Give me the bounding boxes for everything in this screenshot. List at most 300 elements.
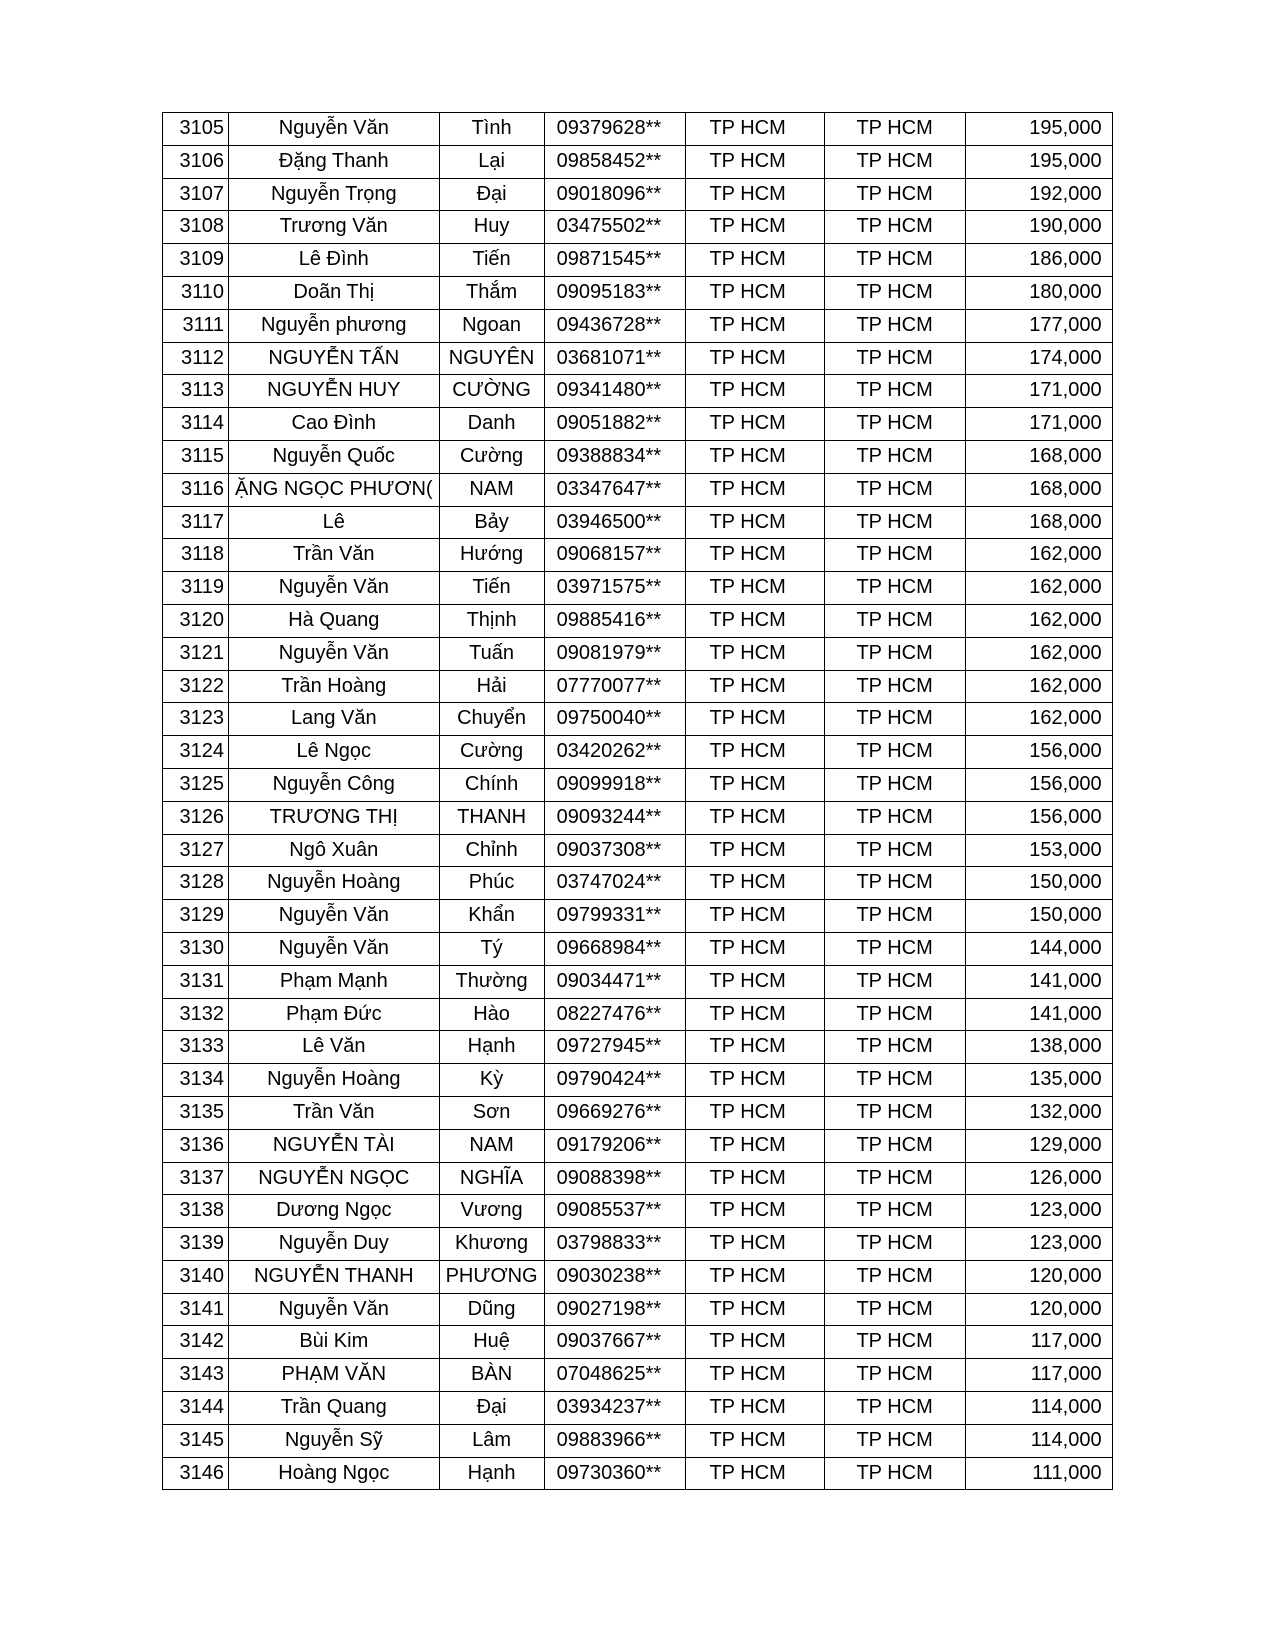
city-cell: TP HCM [685,113,824,146]
amount-cell: 132,000 [965,1096,1112,1129]
city-cell: TP HCM [685,768,824,801]
phone-cell: 09727945** [544,1031,685,1064]
row-number: 3107 [163,178,229,211]
table-row [163,867,1113,900]
table-row [163,965,1113,998]
province-cell: TP HCM [824,834,965,867]
row-number: 3143 [163,1359,229,1392]
table-row [163,473,1113,506]
phone-cell: 09085537** [544,1195,685,1228]
surname-cell: Hoàng Ngọc [229,1457,440,1490]
surname-cell: Lê [229,506,440,539]
city-cell: TP HCM [685,1031,824,1064]
amount-cell: 168,000 [965,506,1112,539]
city-cell: TP HCM [685,276,824,309]
given-name-cell: Bảy [439,506,544,539]
province-cell: TP HCM [824,1162,965,1195]
surname-cell: Bùi Kim [229,1326,440,1359]
amount-cell: 114,000 [965,1392,1112,1425]
surname-cell: Nguyễn Hoàng [229,867,440,900]
province-cell: TP HCM [824,900,965,933]
row-number: 3133 [163,1031,229,1064]
city-cell: TP HCM [685,1293,824,1326]
province-cell: TP HCM [824,244,965,277]
phone-cell: 03347647** [544,473,685,506]
surname-cell: ẶNG NGỌC PHƯƠN( [229,473,440,506]
given-name-cell: Chỉnh [439,834,544,867]
given-name-cell: Đại [439,1392,544,1425]
amount-cell: 138,000 [965,1031,1112,1064]
phone-cell: 03971575** [544,572,685,605]
surname-cell: NGUYỄN NGỌC [229,1162,440,1195]
table-row [163,670,1113,703]
row-number: 3137 [163,1162,229,1195]
row-number: 3135 [163,1096,229,1129]
province-cell: TP HCM [824,1392,965,1425]
surname-cell: Nguyễn Văn [229,572,440,605]
row-number: 3126 [163,801,229,834]
given-name-cell: BÀN [439,1359,544,1392]
phone-cell: 09095183** [544,276,685,309]
given-name-cell: Hào [439,998,544,1031]
phone-cell: 09037308** [544,834,685,867]
table-row [163,145,1113,178]
city-cell: TP HCM [685,1424,824,1457]
phone-cell: 08227476** [544,998,685,1031]
given-name-cell: Chính [439,768,544,801]
phone-cell: 03934237** [544,1392,685,1425]
phone-cell: 09093244** [544,801,685,834]
given-name-cell: Tý [439,932,544,965]
table-row [163,736,1113,769]
amount-cell: 153,000 [965,834,1112,867]
phone-cell: 09018096** [544,178,685,211]
city-cell: TP HCM [685,145,824,178]
phone-cell: 09790424** [544,1064,685,1097]
given-name-cell: NAM [439,473,544,506]
row-number: 3131 [163,965,229,998]
amount-cell: 195,000 [965,113,1112,146]
given-name-cell: Hạnh [439,1031,544,1064]
surname-cell: PHẠM VĂN [229,1359,440,1392]
given-name-cell: NGUYÊN [439,342,544,375]
surname-cell: Nguyễn Sỹ [229,1424,440,1457]
row-number: 3106 [163,145,229,178]
amount-cell: 162,000 [965,703,1112,736]
given-name-cell: Chuyển [439,703,544,736]
surname-cell: NGUYỄN TÀI [229,1129,440,1162]
phone-cell: 09885416** [544,604,685,637]
given-name-cell: Cường [439,440,544,473]
surname-cell: Trần Quang [229,1392,440,1425]
given-name-cell: Tiến [439,244,544,277]
city-cell: TP HCM [685,736,824,769]
row-number: 3138 [163,1195,229,1228]
amount-cell: 162,000 [965,604,1112,637]
table-row [163,932,1113,965]
table-row [163,276,1113,309]
phone-cell: 09081979** [544,637,685,670]
phone-cell: 09883966** [544,1424,685,1457]
row-number: 3124 [163,736,229,769]
phone-cell: 07770077** [544,670,685,703]
table-row [163,1031,1113,1064]
given-name-cell: Tình [439,113,544,146]
province-cell: TP HCM [824,703,965,736]
surname-cell: Lê Ngọc [229,736,440,769]
amount-cell: 171,000 [965,375,1112,408]
row-number: 3139 [163,1228,229,1261]
city-cell: TP HCM [685,867,824,900]
province-cell: TP HCM [824,1260,965,1293]
city-cell: TP HCM [685,965,824,998]
table-body [163,113,1113,1490]
row-number: 3119 [163,572,229,605]
province-cell: TP HCM [824,1457,965,1490]
table-row [163,1359,1113,1392]
city-cell: TP HCM [685,309,824,342]
given-name-cell: Huệ [439,1326,544,1359]
amount-cell: 180,000 [965,276,1112,309]
table-row [163,637,1113,670]
surname-cell: Doãn Thị [229,276,440,309]
amount-cell: 117,000 [965,1326,1112,1359]
given-name-cell: Khẩn [439,900,544,933]
phone-cell: 03946500** [544,506,685,539]
province-cell: TP HCM [824,440,965,473]
amount-cell: 190,000 [965,211,1112,244]
row-number: 3113 [163,375,229,408]
row-number: 3136 [163,1129,229,1162]
surname-cell: Nguyễn Văn [229,900,440,933]
surname-cell: NGUYỄN TẤN [229,342,440,375]
table-row [163,998,1113,1031]
phone-cell: 09088398** [544,1162,685,1195]
province-cell: TP HCM [824,342,965,375]
amount-cell: 168,000 [965,440,1112,473]
surname-cell: Cao Đình [229,408,440,441]
province-cell: TP HCM [824,309,965,342]
phone-cell: 09436728** [544,309,685,342]
province-cell: TP HCM [824,867,965,900]
row-number: 3125 [163,768,229,801]
phone-cell: 09379628** [544,113,685,146]
surname-cell: TRƯƠNG THỊ [229,801,440,834]
city-cell: TP HCM [685,637,824,670]
city-cell: TP HCM [685,342,824,375]
province-cell: TP HCM [824,1424,965,1457]
given-name-cell: PHƯƠNG [439,1260,544,1293]
surname-cell: Trương Văn [229,211,440,244]
amount-cell: 177,000 [965,309,1112,342]
city-cell: TP HCM [685,703,824,736]
amount-cell: 156,000 [965,801,1112,834]
city-cell: TP HCM [685,1129,824,1162]
city-cell: TP HCM [685,440,824,473]
surname-cell: Trần Văn [229,1096,440,1129]
surname-cell: Nguyễn Hoàng [229,1064,440,1097]
amount-cell: 150,000 [965,900,1112,933]
city-cell: TP HCM [685,506,824,539]
amount-cell: 141,000 [965,965,1112,998]
phone-cell: 09750040** [544,703,685,736]
given-name-cell: Khương [439,1228,544,1261]
surname-cell: Hà Quang [229,604,440,637]
table-row [163,1162,1113,1195]
table-row [163,178,1113,211]
table-row [163,1064,1113,1097]
row-number: 3144 [163,1392,229,1425]
row-number: 3114 [163,408,229,441]
city-cell: TP HCM [685,1359,824,1392]
amount-cell: 168,000 [965,473,1112,506]
given-name-cell: Tiến [439,572,544,605]
amount-cell: 162,000 [965,670,1112,703]
given-name-cell: CƯỜNG [439,375,544,408]
row-number: 3134 [163,1064,229,1097]
province-cell: TP HCM [824,637,965,670]
amount-cell: 192,000 [965,178,1112,211]
row-number: 3111 [163,309,229,342]
surname-cell: Phạm Đức [229,998,440,1031]
phone-cell: 09341480** [544,375,685,408]
phone-cell: 09669276** [544,1096,685,1129]
province-cell: TP HCM [824,932,965,965]
row-number: 3110 [163,276,229,309]
amount-cell: 135,000 [965,1064,1112,1097]
province-cell: TP HCM [824,113,965,146]
city-cell: TP HCM [685,1326,824,1359]
surname-cell: Phạm Mạnh [229,965,440,998]
amount-cell: 150,000 [965,867,1112,900]
table-row [163,506,1113,539]
phone-cell: 09179206** [544,1129,685,1162]
city-cell: TP HCM [685,1162,824,1195]
row-number: 3142 [163,1326,229,1359]
row-number: 3130 [163,932,229,965]
amount-cell: 156,000 [965,736,1112,769]
amount-cell: 156,000 [965,768,1112,801]
phone-cell: 03475502** [544,211,685,244]
table-row [163,408,1113,441]
province-cell: TP HCM [824,178,965,211]
city-cell: TP HCM [685,801,824,834]
table-row [163,604,1113,637]
province-cell: TP HCM [824,375,965,408]
city-cell: TP HCM [685,1064,824,1097]
city-cell: TP HCM [685,178,824,211]
phone-cell: 09799331** [544,900,685,933]
surname-cell: Nguyễn phương [229,309,440,342]
surname-cell: Nguyễn Trọng [229,178,440,211]
province-cell: TP HCM [824,539,965,572]
phone-cell: 09668984** [544,932,685,965]
province-cell: TP HCM [824,572,965,605]
surname-cell: NGUYỄN THANH [229,1260,440,1293]
province-cell: TP HCM [824,736,965,769]
row-number: 3141 [163,1293,229,1326]
city-cell: TP HCM [685,408,824,441]
phone-cell: 09034471** [544,965,685,998]
province-cell: TP HCM [824,1228,965,1261]
table-row [163,211,1113,244]
given-name-cell: Huy [439,211,544,244]
amount-cell: 129,000 [965,1129,1112,1162]
row-number: 3129 [163,900,229,933]
given-name-cell: Cường [439,736,544,769]
table-row [163,1195,1113,1228]
province-cell: TP HCM [824,276,965,309]
given-name-cell: Danh [439,408,544,441]
phone-cell: 03747024** [544,867,685,900]
phone-cell: 03681071** [544,342,685,375]
row-number: 3115 [163,440,229,473]
table-row [163,703,1113,736]
table-row [163,1392,1113,1425]
amount-cell: 162,000 [965,539,1112,572]
given-name-cell: Đại [439,178,544,211]
phone-cell: 03420262** [544,736,685,769]
table-row [163,1326,1113,1359]
city-cell: TP HCM [685,670,824,703]
given-name-cell: Hướng [439,539,544,572]
surname-cell: Đặng Thanh [229,145,440,178]
amount-cell: 174,000 [965,342,1112,375]
table-row [163,768,1113,801]
city-cell: TP HCM [685,834,824,867]
amount-cell: 117,000 [965,1359,1112,1392]
province-cell: TP HCM [824,1326,965,1359]
row-number: 3118 [163,539,229,572]
surname-cell: Nguyễn Văn [229,932,440,965]
province-cell: TP HCM [824,1293,965,1326]
table-row [163,1228,1113,1261]
province-cell: TP HCM [824,1096,965,1129]
given-name-cell: Thường [439,965,544,998]
amount-cell: 120,000 [965,1293,1112,1326]
city-cell: TP HCM [685,1260,824,1293]
amount-cell: 162,000 [965,637,1112,670]
surname-cell: Nguyễn Công [229,768,440,801]
given-name-cell: NAM [439,1129,544,1162]
table-row [163,900,1113,933]
given-name-cell: Dũng [439,1293,544,1326]
row-number: 3112 [163,342,229,375]
phone-cell: 09099918** [544,768,685,801]
given-name-cell: Phúc [439,867,544,900]
amount-cell: 111,000 [965,1457,1112,1490]
phone-cell: 09030238** [544,1260,685,1293]
city-cell: TP HCM [685,900,824,933]
given-name-cell: Ngoan [439,309,544,342]
given-name-cell: Tuấn [439,637,544,670]
province-cell: TP HCM [824,1195,965,1228]
city-cell: TP HCM [685,604,824,637]
table-row [163,1260,1113,1293]
province-cell: TP HCM [824,1359,965,1392]
amount-cell: 171,000 [965,408,1112,441]
city-cell: TP HCM [685,998,824,1031]
province-cell: TP HCM [824,1064,965,1097]
phone-cell: 09871545** [544,244,685,277]
table-row [163,1293,1113,1326]
amount-cell: 186,000 [965,244,1112,277]
surname-cell: Nguyễn Văn [229,113,440,146]
row-number: 3105 [163,113,229,146]
table-row [163,440,1113,473]
phone-cell: 07048625** [544,1359,685,1392]
table-row [163,1457,1113,1490]
given-name-cell: THANH [439,801,544,834]
table-row [163,539,1113,572]
province-cell: TP HCM [824,1031,965,1064]
surname-cell: Lê Văn [229,1031,440,1064]
province-cell: TP HCM [824,768,965,801]
phone-cell: 09027198** [544,1293,685,1326]
amount-cell: 144,000 [965,932,1112,965]
table-row [163,113,1113,146]
winners-table [162,112,1113,1490]
phone-cell: 09068157** [544,539,685,572]
province-cell: TP HCM [824,670,965,703]
given-name-cell: Kỳ [439,1064,544,1097]
row-number: 3140 [163,1260,229,1293]
table-row [163,1424,1113,1457]
surname-cell: Trần Hoàng [229,670,440,703]
row-number: 3127 [163,834,229,867]
province-cell: TP HCM [824,408,965,441]
city-cell: TP HCM [685,211,824,244]
city-cell: TP HCM [685,1392,824,1425]
phone-cell: 03798833** [544,1228,685,1261]
row-number: 3132 [163,998,229,1031]
table-row [163,244,1113,277]
surname-cell: Lang Văn [229,703,440,736]
table-row [163,1096,1113,1129]
given-name-cell: Hải [439,670,544,703]
table-row [163,834,1113,867]
city-cell: TP HCM [685,1096,824,1129]
surname-cell: Dương Ngọc [229,1195,440,1228]
surname-cell: Nguyễn Văn [229,1293,440,1326]
row-number: 3121 [163,637,229,670]
phone-cell: 09858452** [544,145,685,178]
surname-cell: Lê Đình [229,244,440,277]
surname-cell: Nguyễn Văn [229,637,440,670]
city-cell: TP HCM [685,1195,824,1228]
city-cell: TP HCM [685,572,824,605]
city-cell: TP HCM [685,932,824,965]
row-number: 3128 [163,867,229,900]
province-cell: TP HCM [824,473,965,506]
phone-cell: 09388834** [544,440,685,473]
given-name-cell: Thắm [439,276,544,309]
province-cell: TP HCM [824,506,965,539]
amount-cell: 123,000 [965,1195,1112,1228]
surname-cell: Trần Văn [229,539,440,572]
province-cell: TP HCM [824,965,965,998]
surname-cell: Ngô Xuân [229,834,440,867]
row-number: 3108 [163,211,229,244]
amount-cell: 162,000 [965,572,1112,605]
province-cell: TP HCM [824,801,965,834]
table-row [163,1129,1113,1162]
table-row [163,342,1113,375]
province-cell: TP HCM [824,1129,965,1162]
given-name-cell: Vương [439,1195,544,1228]
table-row [163,375,1113,408]
amount-cell: 126,000 [965,1162,1112,1195]
